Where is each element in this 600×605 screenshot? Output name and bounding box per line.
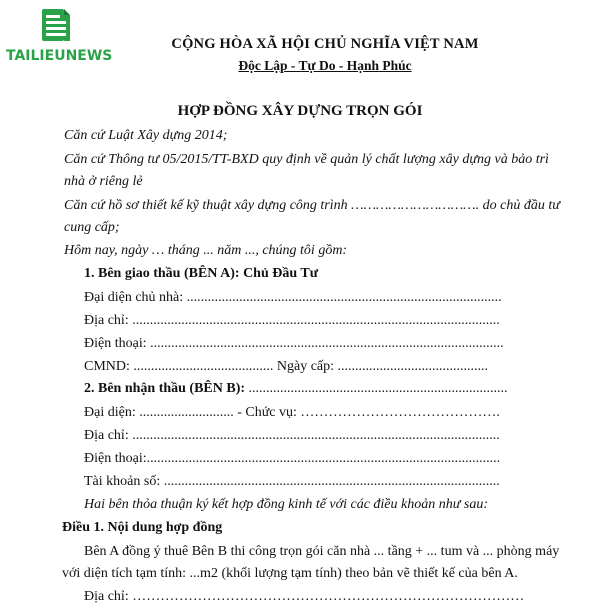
party-b-heading <box>84 381 508 397</box>
party-b-heading-dots: .......................................................................... <box>245 381 508 396</box>
basis-design-2: cung cấp; <box>64 220 120 235</box>
party-a-id: CMND: ........................................ Ngày cấp: ........................................... <box>84 359 489 374</box>
article-1-line-2: với diện tích tạm tính: ...m2 (khối lượng tạm tính) theo bản vẽ thiết kế của bên A. <box>62 566 518 581</box>
tailieunews-logo <box>6 6 113 64</box>
party-a-phone: Điện thoại: ..................................................................................................... <box>84 336 504 351</box>
party-b-address: Địa chỉ: ......................................................................................................... <box>84 428 500 443</box>
party-a-heading: 1. Bên giao thầu (BÊN A): Chủ Đầu Tư <box>84 266 319 281</box>
article-1-line-1: Bên A đồng ý thuê Bên B thi công trọn gói căn nhà ... tầng + ... tum và ... phòng máy <box>84 544 560 559</box>
document-icon <box>6 6 102 46</box>
nation-heading: CỘNG HÒA XÃ HỘI CHỦ NGHĨA VIỆT NAM <box>171 36 479 52</box>
motto: Độc Lập - Tự Do - Hạnh Phúc <box>238 58 412 73</box>
party-a-address: Địa chỉ: ......................................................................................................... <box>84 313 500 328</box>
agreement-text: Hai bên thỏa thuận ký kết hợp đồng kinh tế với các điều khoản như sau: <box>84 497 488 512</box>
party-b-phone: Điện thoại:..................................................................................................... <box>84 451 501 466</box>
article-1-line-3: Địa chỉ: ………………………………………………………………………… <box>84 589 525 604</box>
basis-circular-2: nhà ở riêng lẻ <box>64 174 143 189</box>
basis-circular-1: Căn cứ Thông tư 05/2015/TT-BXD quy định về quản lý chất lượng xây dựng và bảo trì <box>64 152 549 167</box>
party-b-heading-label: 2. Bên nhận thầu (BÊN B): <box>84 381 246 396</box>
contract-title: HỢP ĐỒNG XÂY DỰNG TRỌN GÓI <box>177 103 423 119</box>
party-b-representative: Đại diện: ........................... - Chức vụ: ……………………………………. <box>84 405 500 420</box>
basis-design-1: Căn cứ hồ sơ thiết kế kỹ thuật xây dựng công trình …………………………. do chủ đầu tư <box>64 198 560 213</box>
basis-today: Hôm nay, ngày … tháng ... năm ..., chúng tôi gồm: <box>64 243 348 258</box>
document-header <box>110 36 540 74</box>
logo-text: TAILIEUNEWS <box>6 48 113 64</box>
article-1-heading: Điều 1. Nội dung hợp đồng <box>62 520 223 535</box>
basis-law: Căn cứ Luật Xây dựng 2014; <box>64 128 228 143</box>
party-a-representative: Đại diện chủ nhà: .......................................................................................... <box>84 290 502 305</box>
party-b-account: Tài khoản số: ................................................................................................ <box>84 474 500 489</box>
